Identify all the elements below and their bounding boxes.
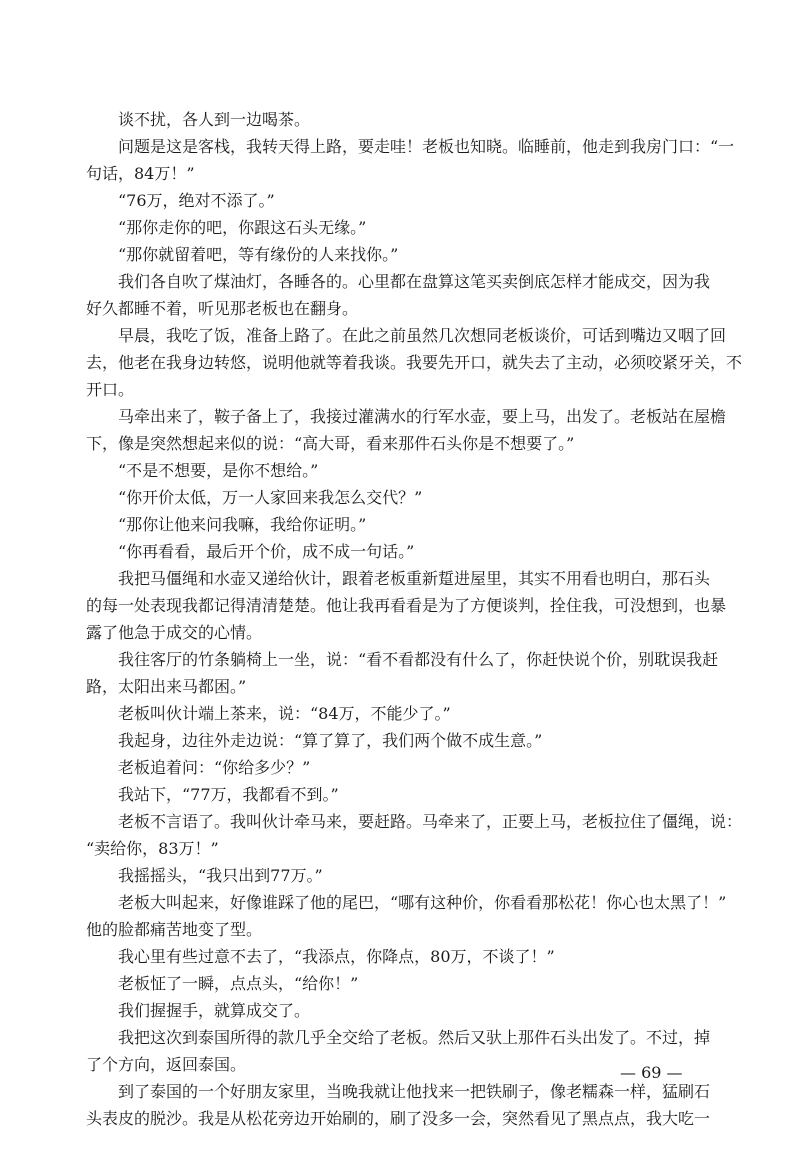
text-line: 了个方向，返回泰国。 (86, 1055, 247, 1074)
text-line: 下，像是突然想起来似的说：“高大哥，看来那件石头你是不想要了。” (86, 434, 575, 453)
text-line: 谈不扰，各人到一边喝茶。 (118, 110, 311, 129)
text-line: “卖给你，83万！” (86, 839, 219, 858)
text-line: “不是不想要，是你不想给。” (118, 461, 319, 480)
page-number: — 69 — (620, 1063, 683, 1082)
text-line: 问题是这是客栈，我转天得上路，要走哇！老板也知晓。临睡前，他走到我房门口：“一 (118, 137, 735, 156)
text-line: 我摇摇头，“我只出到77万。” (118, 866, 323, 885)
text-line: “你开价太低，万一人家回来我怎么交代？” (118, 488, 423, 507)
text-line: 我们握握手，就算成交了。 (118, 1001, 311, 1020)
text-line: 老板大叫起来，好像谁踩了他的尾巴，“哪有这种价，你看看那松花！你心也太黑了！” (118, 893, 727, 912)
text-line: “那你让他来问我嘛，我给你证明。” (118, 515, 367, 534)
text-line: 我们各自吹了煤油灯，各睡各的。心里都在盘算这笔买卖倒底怎样才能成交，因为我 (118, 272, 711, 291)
text-line: 老板不言语了。我叫伙计牵马来，要赶路。马牵来了，正要上马，老板拉住了僵绳，说： (118, 812, 743, 831)
text-line: 老板叫伙计端上茶来，说：“84万，不能少了。” (118, 704, 451, 723)
text-line: 马牵出来了，鞍子备上了，我接过灌满水的行军水壶，要上马，出发了。老板站在屋檐 (118, 407, 727, 426)
text-line: 老板追着问：“你给多少？” (118, 758, 311, 777)
text-line: 好久都睡不着，听见那老板也在翻身。 (86, 299, 359, 318)
text-line: 头表皮的脱沙。我是从松花旁边开始刷的，刷了没多一会，突然看见了黑点点，我大吃一 (86, 1109, 711, 1128)
text-line: 我心里有些过意不去了，“我添点，你降点，80万，不谈了！” (118, 947, 555, 966)
text-line: 老板怔了一瞬，点点头，“给你！” (118, 974, 359, 993)
text-line: 路，太阳出来马都困。” (86, 677, 247, 696)
text-line: 开口。 (86, 380, 135, 399)
text-line: 去，他老在我身边转悠，说明他就等着我谈。我要先开口，就失去了主动，必须咬紧牙关，不 (86, 353, 743, 372)
text-line: 他的脸都痛苦地变了型。 (86, 920, 263, 939)
text-line: “76万，绝对不添了。” (118, 191, 275, 210)
text-line: 句话，84万！” (86, 164, 195, 183)
text-line: 早晨，我吃了饭，准备上路了。在此之前虽然几次想同老板谈价，可话到嘴边又咽了回 (118, 326, 727, 345)
text-line: 我起身，边往外走边说：“算了算了，我们两个做不成生意。” (118, 731, 543, 750)
text-line: “那你走你的吧，你跟这石头无缘。” (118, 218, 367, 237)
text-line: 我站下，“77万，我都看不到。” (118, 785, 339, 804)
text-line: 到了泰国的一个好朋友家里，当晚我就让他找来一把铁刷子，像老糯森一样，猛刷石 (118, 1082, 711, 1101)
text-line: “那你就留着吧，等有缘份的人来找你。” (118, 245, 399, 264)
text-line: “你再看看，最后开个价，成不成一句话。” (118, 542, 415, 561)
text-body (86, 106, 743, 1132)
text-line: 的每一处表现我都记得清清楚楚。他让我再看看是为了方便谈判，拴住我，可没想到，也暴 (86, 596, 727, 615)
text-line: 我把这次到泰国所得的款几乎全交给了老板。然后又驮上那件石头出发了。不过，掉 (118, 1028, 711, 1047)
text-line: 露了他急于成交的心情。 (86, 623, 263, 642)
text-line: 我把马僵绳和水壶又递给伙计，跟着老板重新踅进屋里，其实不用看也明白，那石头 (118, 569, 711, 588)
text-line: 我往客厅的竹条躺椅上一坐，说：“看不看都没有什么了，你赶快说个价，别耽误我赶 (118, 650, 719, 669)
